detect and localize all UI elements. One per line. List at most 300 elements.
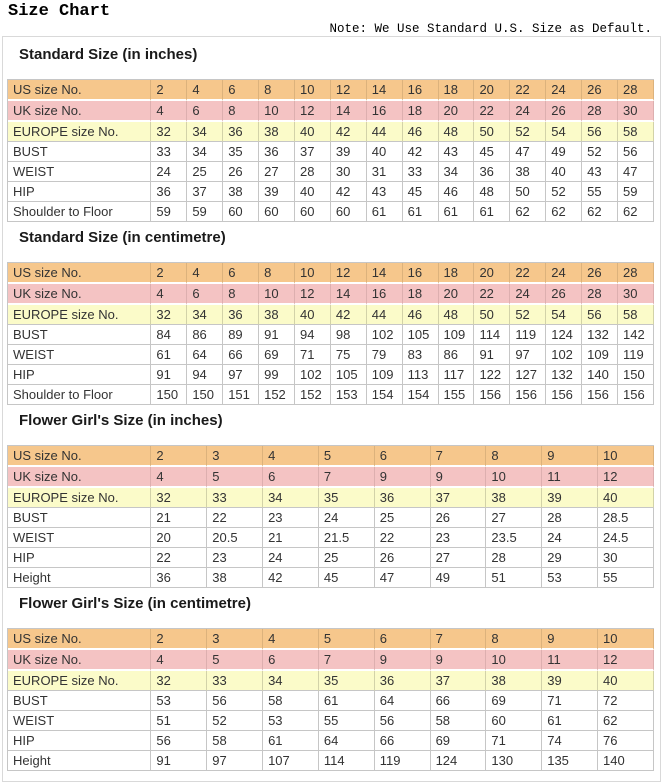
value-cell: 36 bbox=[151, 568, 207, 588]
value-cell: 135 bbox=[542, 751, 598, 771]
value-cell: 36 bbox=[259, 142, 295, 162]
value-cell: 52 bbox=[582, 142, 618, 162]
value-cell: 44 bbox=[367, 122, 403, 142]
value-cell: 84 bbox=[151, 325, 187, 345]
value-cell: 20 bbox=[439, 101, 475, 122]
value-cell: 66 bbox=[375, 731, 431, 751]
value-cell: 36 bbox=[375, 671, 431, 691]
value-cell: 38 bbox=[259, 122, 295, 142]
row-label-cell: BUST bbox=[8, 142, 151, 162]
value-cell: 53 bbox=[263, 711, 319, 731]
value-cell: 109 bbox=[367, 365, 403, 385]
size-table bbox=[7, 79, 654, 222]
value-cell: 62 bbox=[582, 202, 618, 222]
value-cell: 62 bbox=[598, 711, 654, 731]
page-title: Size Chart bbox=[8, 2, 111, 21]
value-cell: 69 bbox=[259, 345, 295, 365]
value-cell: 71 bbox=[542, 691, 598, 711]
value-cell: 35 bbox=[223, 142, 259, 162]
table-row bbox=[8, 650, 654, 671]
value-cell: 62 bbox=[618, 202, 654, 222]
value-cell: 46 bbox=[439, 182, 475, 202]
value-cell: 37 bbox=[187, 182, 223, 202]
value-cell: 14 bbox=[331, 101, 367, 122]
value-cell: 8 bbox=[486, 629, 542, 650]
value-cell: 62 bbox=[510, 202, 546, 222]
value-cell: 31 bbox=[367, 162, 403, 182]
value-cell: 102 bbox=[367, 325, 403, 345]
value-cell: 4 bbox=[151, 284, 187, 305]
value-cell: 12 bbox=[331, 80, 367, 101]
value-cell: 60 bbox=[223, 202, 259, 222]
value-cell: 22 bbox=[474, 284, 510, 305]
value-cell: 91 bbox=[151, 365, 187, 385]
value-cell: 40 bbox=[295, 122, 331, 142]
value-cell: 12 bbox=[331, 263, 367, 284]
value-cell: 34 bbox=[439, 162, 475, 182]
row-label-cell: UK size No. bbox=[8, 650, 151, 671]
value-cell: 30 bbox=[598, 548, 654, 568]
value-cell: 42 bbox=[403, 142, 439, 162]
row-label-cell: US size No. bbox=[8, 263, 151, 284]
value-cell: 54 bbox=[546, 122, 582, 142]
value-cell: 39 bbox=[331, 142, 367, 162]
value-cell: 55 bbox=[582, 182, 618, 202]
value-cell: 4 bbox=[187, 263, 223, 284]
row-label-cell: WEIST bbox=[8, 345, 151, 365]
value-cell: 22 bbox=[474, 101, 510, 122]
value-cell: 43 bbox=[439, 142, 475, 162]
size-table bbox=[7, 628, 654, 771]
value-cell: 39 bbox=[259, 182, 295, 202]
value-cell: 20 bbox=[474, 263, 510, 284]
value-cell: 61 bbox=[439, 202, 475, 222]
value-cell: 24.5 bbox=[598, 528, 654, 548]
value-cell: 48 bbox=[439, 122, 475, 142]
row-label-cell: US size No. bbox=[8, 629, 151, 650]
value-cell: 21 bbox=[151, 508, 207, 528]
table-row bbox=[8, 508, 654, 528]
value-cell: 38 bbox=[259, 305, 295, 325]
value-cell: 119 bbox=[510, 325, 546, 345]
row-label-cell: Shoulder to Floor bbox=[8, 202, 151, 222]
value-cell: 97 bbox=[223, 365, 259, 385]
size-table bbox=[7, 445, 654, 588]
value-cell: 75 bbox=[331, 345, 367, 365]
value-cell: 89 bbox=[223, 325, 259, 345]
value-cell: 40 bbox=[295, 182, 331, 202]
value-cell: 24 bbox=[151, 162, 187, 182]
value-cell: 20 bbox=[151, 528, 207, 548]
value-cell: 142 bbox=[618, 325, 654, 345]
value-cell: 64 bbox=[319, 731, 375, 751]
value-cell: 119 bbox=[375, 751, 431, 771]
value-cell: 56 bbox=[582, 305, 618, 325]
value-cell: 64 bbox=[187, 345, 223, 365]
value-cell: 33 bbox=[207, 671, 263, 691]
value-cell: 99 bbox=[259, 365, 295, 385]
value-cell: 40 bbox=[295, 305, 331, 325]
value-cell: 102 bbox=[295, 365, 331, 385]
value-cell: 2 bbox=[151, 80, 187, 101]
value-cell: 6 bbox=[223, 80, 259, 101]
value-cell: 12 bbox=[598, 467, 654, 488]
value-cell: 86 bbox=[439, 345, 475, 365]
value-cell: 69 bbox=[486, 691, 542, 711]
value-cell: 155 bbox=[439, 385, 475, 405]
row-label-cell: Shoulder to Floor bbox=[8, 385, 151, 405]
value-cell: 50 bbox=[474, 305, 510, 325]
value-cell: 45 bbox=[474, 142, 510, 162]
table-row bbox=[8, 691, 654, 711]
section-heading: Flower Girl's Size (in inches) bbox=[19, 412, 223, 429]
value-cell: 59 bbox=[618, 182, 654, 202]
table-row bbox=[8, 325, 654, 345]
value-cell: 58 bbox=[618, 305, 654, 325]
value-cell: 23 bbox=[431, 528, 487, 548]
value-cell: 56 bbox=[151, 731, 207, 751]
value-cell: 8 bbox=[223, 284, 259, 305]
value-cell: 124 bbox=[431, 751, 487, 771]
value-cell: 18 bbox=[439, 80, 475, 101]
value-cell: 10 bbox=[598, 629, 654, 650]
value-cell: 124 bbox=[546, 325, 582, 345]
value-cell: 150 bbox=[618, 365, 654, 385]
value-cell: 26 bbox=[546, 101, 582, 122]
table-row bbox=[8, 345, 654, 365]
value-cell: 10 bbox=[486, 467, 542, 488]
value-cell: 32 bbox=[151, 488, 207, 508]
table-row bbox=[8, 629, 654, 650]
value-cell: 3 bbox=[207, 629, 263, 650]
value-cell: 61 bbox=[542, 711, 598, 731]
value-cell: 26 bbox=[582, 263, 618, 284]
value-cell: 36 bbox=[375, 488, 431, 508]
row-label-cell: Height bbox=[8, 568, 151, 588]
value-cell: 7 bbox=[319, 467, 375, 488]
value-cell: 5 bbox=[207, 467, 263, 488]
value-cell: 150 bbox=[151, 385, 187, 405]
value-cell: 91 bbox=[474, 345, 510, 365]
value-cell: 12 bbox=[598, 650, 654, 671]
value-cell: 30 bbox=[331, 162, 367, 182]
value-cell: 97 bbox=[207, 751, 263, 771]
value-cell: 36 bbox=[474, 162, 510, 182]
table-row bbox=[8, 202, 654, 222]
value-cell: 71 bbox=[486, 731, 542, 751]
value-cell: 48 bbox=[439, 305, 475, 325]
table-row bbox=[8, 80, 654, 101]
row-label-cell: HIP bbox=[8, 365, 151, 385]
value-cell: 60 bbox=[331, 202, 367, 222]
value-cell: 12 bbox=[295, 284, 331, 305]
value-cell: 6 bbox=[263, 467, 319, 488]
value-cell: 24 bbox=[510, 284, 546, 305]
value-cell: 52 bbox=[546, 182, 582, 202]
value-cell: 42 bbox=[331, 122, 367, 142]
value-cell: 7 bbox=[431, 629, 487, 650]
value-cell: 16 bbox=[403, 80, 439, 101]
value-cell: 22 bbox=[510, 263, 546, 284]
value-cell: 34 bbox=[263, 671, 319, 691]
value-cell: 6 bbox=[187, 101, 223, 122]
value-cell: 33 bbox=[207, 488, 263, 508]
value-cell: 6 bbox=[263, 650, 319, 671]
value-cell: 43 bbox=[367, 182, 403, 202]
value-cell: 18 bbox=[403, 101, 439, 122]
value-cell: 156 bbox=[510, 385, 546, 405]
value-cell: 97 bbox=[510, 345, 546, 365]
value-cell: 56 bbox=[618, 142, 654, 162]
value-cell: 8 bbox=[259, 263, 295, 284]
value-cell: 9 bbox=[431, 650, 487, 671]
value-cell: 114 bbox=[474, 325, 510, 345]
row-label-cell: UK size No. bbox=[8, 101, 151, 122]
value-cell: 26 bbox=[431, 508, 487, 528]
value-cell: 44 bbox=[367, 305, 403, 325]
value-cell: 48 bbox=[474, 182, 510, 202]
value-cell: 66 bbox=[223, 345, 259, 365]
value-cell: 61 bbox=[474, 202, 510, 222]
value-cell: 25 bbox=[319, 548, 375, 568]
value-cell: 45 bbox=[319, 568, 375, 588]
row-label-cell: WEIST bbox=[8, 711, 151, 731]
value-cell: 117 bbox=[439, 365, 475, 385]
table-row bbox=[8, 671, 654, 691]
value-cell: 52 bbox=[207, 711, 263, 731]
value-cell: 28 bbox=[618, 80, 654, 101]
value-cell: 18 bbox=[439, 263, 475, 284]
value-cell: 46 bbox=[403, 305, 439, 325]
value-cell: 45 bbox=[403, 182, 439, 202]
value-cell: 26 bbox=[223, 162, 259, 182]
value-cell: 53 bbox=[151, 691, 207, 711]
value-cell: 5 bbox=[207, 650, 263, 671]
row-label-cell: EUROPE size No. bbox=[8, 671, 151, 691]
value-cell: 4 bbox=[187, 80, 223, 101]
value-cell: 22 bbox=[510, 80, 546, 101]
value-cell: 42 bbox=[331, 182, 367, 202]
value-cell: 72 bbox=[598, 691, 654, 711]
value-cell: 58 bbox=[618, 122, 654, 142]
section-heading: Standard Size (in inches) bbox=[19, 46, 198, 63]
value-cell: 40 bbox=[546, 162, 582, 182]
size-section bbox=[7, 229, 654, 405]
value-cell: 36 bbox=[223, 305, 259, 325]
value-cell: 2 bbox=[151, 629, 207, 650]
value-cell: 6 bbox=[223, 263, 259, 284]
value-cell: 24 bbox=[546, 263, 582, 284]
value-cell: 11 bbox=[542, 650, 598, 671]
table-row bbox=[8, 122, 654, 142]
value-cell: 49 bbox=[546, 142, 582, 162]
value-cell: 119 bbox=[618, 345, 654, 365]
value-cell: 8 bbox=[259, 80, 295, 101]
value-cell: 4 bbox=[151, 101, 187, 122]
value-cell: 26 bbox=[546, 284, 582, 305]
row-label-cell: EUROPE size No. bbox=[8, 488, 151, 508]
row-label-cell: EUROPE size No. bbox=[8, 122, 151, 142]
value-cell: 10 bbox=[486, 650, 542, 671]
value-cell: 21.5 bbox=[319, 528, 375, 548]
value-cell: 122 bbox=[474, 365, 510, 385]
value-cell: 140 bbox=[582, 365, 618, 385]
value-cell: 55 bbox=[598, 568, 654, 588]
value-cell: 24 bbox=[319, 508, 375, 528]
value-cell: 20 bbox=[439, 284, 475, 305]
row-label-cell: BUST bbox=[8, 691, 151, 711]
value-cell: 152 bbox=[259, 385, 295, 405]
value-cell: 47 bbox=[510, 142, 546, 162]
value-cell: 9 bbox=[542, 629, 598, 650]
size-table bbox=[7, 262, 654, 405]
value-cell: 53 bbox=[542, 568, 598, 588]
value-cell: 153 bbox=[331, 385, 367, 405]
value-cell: 26 bbox=[582, 80, 618, 101]
value-cell: 127 bbox=[510, 365, 546, 385]
value-cell: 109 bbox=[439, 325, 475, 345]
value-cell: 28 bbox=[486, 548, 542, 568]
value-cell: 33 bbox=[403, 162, 439, 182]
value-cell: 58 bbox=[431, 711, 487, 731]
value-cell: 10 bbox=[259, 101, 295, 122]
value-cell: 105 bbox=[331, 365, 367, 385]
value-cell: 49 bbox=[431, 568, 487, 588]
value-cell: 18 bbox=[403, 284, 439, 305]
value-cell: 34 bbox=[187, 122, 223, 142]
value-cell: 9 bbox=[542, 446, 598, 467]
value-cell: 28 bbox=[582, 284, 618, 305]
row-label-cell: Height bbox=[8, 751, 151, 771]
value-cell: 62 bbox=[546, 202, 582, 222]
value-cell: 50 bbox=[474, 122, 510, 142]
value-cell: 151 bbox=[223, 385, 259, 405]
value-cell: 43 bbox=[582, 162, 618, 182]
value-cell: 79 bbox=[367, 345, 403, 365]
value-cell: 74 bbox=[542, 731, 598, 751]
value-cell: 32 bbox=[151, 671, 207, 691]
value-cell: 47 bbox=[375, 568, 431, 588]
value-cell: 33 bbox=[151, 142, 187, 162]
value-cell: 26 bbox=[375, 548, 431, 568]
value-cell: 20 bbox=[474, 80, 510, 101]
value-cell: 113 bbox=[403, 365, 439, 385]
default-size-note: Note: We Use Standard U.S. Size as Default. bbox=[329, 22, 652, 36]
table-row bbox=[8, 488, 654, 508]
value-cell: 51 bbox=[151, 711, 207, 731]
value-cell: 56 bbox=[375, 711, 431, 731]
value-cell: 10 bbox=[598, 446, 654, 467]
value-cell: 46 bbox=[403, 122, 439, 142]
value-cell: 54 bbox=[546, 305, 582, 325]
value-cell: 10 bbox=[295, 263, 331, 284]
value-cell: 37 bbox=[431, 488, 487, 508]
value-cell: 25 bbox=[375, 508, 431, 528]
value-cell: 36 bbox=[151, 182, 187, 202]
value-cell: 40 bbox=[598, 488, 654, 508]
value-cell: 4 bbox=[263, 629, 319, 650]
value-cell: 22 bbox=[151, 548, 207, 568]
table-row bbox=[8, 711, 654, 731]
section-heading: Flower Girl's Size (in centimetre) bbox=[19, 595, 251, 612]
value-cell: 22 bbox=[375, 528, 431, 548]
value-cell: 23 bbox=[263, 508, 319, 528]
value-cell: 47 bbox=[618, 162, 654, 182]
table-row bbox=[8, 182, 654, 202]
value-cell: 12 bbox=[295, 101, 331, 122]
value-cell: 55 bbox=[319, 711, 375, 731]
value-cell: 23.5 bbox=[486, 528, 542, 548]
value-cell: 20.5 bbox=[207, 528, 263, 548]
value-cell: 14 bbox=[331, 284, 367, 305]
value-cell: 61 bbox=[367, 202, 403, 222]
value-cell: 5 bbox=[319, 629, 375, 650]
row-label-cell: HIP bbox=[8, 182, 151, 202]
value-cell: 28.5 bbox=[598, 508, 654, 528]
value-cell: 4 bbox=[151, 650, 207, 671]
value-cell: 58 bbox=[207, 731, 263, 751]
value-cell: 9 bbox=[375, 650, 431, 671]
table-row bbox=[8, 263, 654, 284]
value-cell: 2 bbox=[151, 446, 207, 467]
value-cell: 30 bbox=[618, 101, 654, 122]
value-cell: 38 bbox=[223, 182, 259, 202]
value-cell: 24 bbox=[546, 80, 582, 101]
value-cell: 61 bbox=[263, 731, 319, 751]
value-cell: 42 bbox=[331, 305, 367, 325]
value-cell: 34 bbox=[187, 305, 223, 325]
value-cell: 156 bbox=[546, 385, 582, 405]
value-cell: 32 bbox=[151, 305, 187, 325]
value-cell: 28 bbox=[618, 263, 654, 284]
row-label-cell: WEIST bbox=[8, 528, 151, 548]
value-cell: 28 bbox=[295, 162, 331, 182]
size-chart-container bbox=[2, 36, 661, 782]
size-section bbox=[7, 46, 654, 222]
value-cell: 156 bbox=[582, 385, 618, 405]
value-cell: 94 bbox=[295, 325, 331, 345]
table-row bbox=[8, 162, 654, 182]
value-cell: 56 bbox=[582, 122, 618, 142]
row-label-cell: UK size No. bbox=[8, 467, 151, 488]
table-row bbox=[8, 305, 654, 325]
table-row bbox=[8, 751, 654, 771]
value-cell: 27 bbox=[486, 508, 542, 528]
value-cell: 98 bbox=[331, 325, 367, 345]
value-cell: 21 bbox=[263, 528, 319, 548]
value-cell: 83 bbox=[403, 345, 439, 365]
value-cell: 16 bbox=[403, 263, 439, 284]
value-cell: 30 bbox=[618, 284, 654, 305]
value-cell: 6 bbox=[375, 629, 431, 650]
value-cell: 36 bbox=[223, 122, 259, 142]
value-cell: 9 bbox=[375, 467, 431, 488]
table-row bbox=[8, 365, 654, 385]
table-row bbox=[8, 528, 654, 548]
value-cell: 59 bbox=[187, 202, 223, 222]
value-cell: 105 bbox=[403, 325, 439, 345]
value-cell: 37 bbox=[295, 142, 331, 162]
value-cell: 56 bbox=[207, 691, 263, 711]
value-cell: 50 bbox=[510, 182, 546, 202]
value-cell: 11 bbox=[542, 467, 598, 488]
value-cell: 60 bbox=[259, 202, 295, 222]
value-cell: 86 bbox=[187, 325, 223, 345]
value-cell: 42 bbox=[263, 568, 319, 588]
table-row bbox=[8, 101, 654, 122]
value-cell: 94 bbox=[187, 365, 223, 385]
table-row bbox=[8, 385, 654, 405]
